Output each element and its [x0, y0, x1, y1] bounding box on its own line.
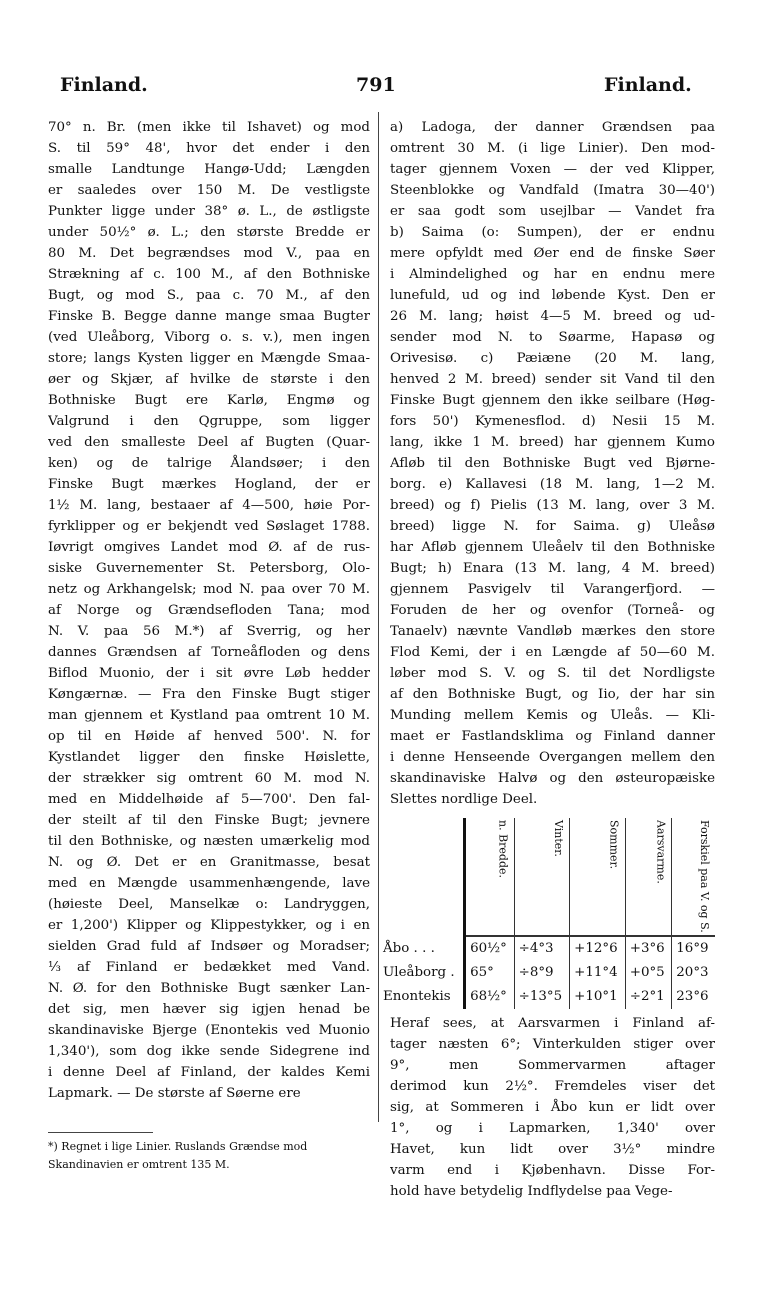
text-line: gjennem Pasvigelv til Varangerfjord. — [390, 582, 715, 597]
text-line: Iøvrigt omgives Landet mod Ø. af de rus- [48, 540, 370, 555]
text-line: Tanaelv) nævnte Vandløb mærkes den store [390, 624, 715, 639]
text-line: skandinaviske Halvø og den østeuropæiske [390, 771, 715, 786]
text-line: der strækker sig omtrent 60 M. mod N. [48, 771, 370, 786]
text-line: netz og Arkhangelsk; mod N. paa over 70 M. [48, 582, 370, 597]
column-header: Forskiel paa V. og S. [672, 818, 715, 936]
text-line: (ved Uleåborg, Viborg o. s. v.), men ingen [48, 330, 370, 345]
text-line: Heraf sees, at Aarsvarmen i Finland af- [390, 1015, 715, 1031]
text-line: i denne Deel af Finland, der kaldes Kemi [48, 1065, 370, 1080]
text-line: 9°, men Sommervarmen aftager [390, 1057, 715, 1073]
text-line: mere opfyldt med Øer end de finske Søer [390, 246, 715, 261]
text-line: af den Bothniske Bugt, og Iio, der har sin [390, 687, 715, 702]
text-line: fors 50') Kymenesflod. d) Nesii 15 M. [390, 414, 715, 429]
table-cell: 68½° [465, 985, 514, 1009]
text-line: Strækning af c. 100 M., af den Bothniske [48, 267, 370, 282]
text-line: breed) og f) Pielis (13 M. lang, over 3 M. [390, 498, 715, 513]
text-line: Afløb til den Bothniske Bugt ved Bjørne- [390, 456, 715, 471]
row-label: Åbo . . . [383, 940, 435, 956]
text-line: varm end i Kjøbenhavn. Disse For- [390, 1162, 715, 1178]
text-line: Finske Bugt gjennem den ikke seilbare (Høg- [390, 393, 715, 408]
text-line: Finske Bugt mærkes Hogland, der er [48, 477, 370, 492]
text-line: b) Saima (o: Sumpen), der er endnu [390, 225, 715, 240]
table-cell: 23°6 [672, 985, 715, 1009]
text-line: sender mod N. to Søarme, Hapasø og [390, 330, 715, 345]
table-cell: ÷13°5 [514, 985, 570, 1009]
table-cell: ÷8°9 [514, 961, 570, 985]
table-row [383, 961, 715, 985]
running-head-right: Finland. [604, 74, 692, 96]
right-column-bottom [390, 1013, 715, 1202]
text-line: er saa godt som usejlbar — Vandet fra [390, 204, 715, 219]
text-line: Slettes nordlige Deel. [390, 792, 538, 807]
table-cell: +0°5 [625, 961, 672, 985]
text-line: til den Bothniske, og næsten umærkelig mod [48, 834, 370, 849]
text-line: Punkter ligge under 38° ø. L., de østligste [48, 204, 370, 219]
text-line: hold have betydelig Indflydelse paa Vege- [390, 1183, 673, 1199]
footnote-line: Skandinavien er omtrent 135 M. [48, 1158, 230, 1171]
footnote [48, 1138, 370, 1174]
table-cell: 16°9 [672, 936, 715, 961]
text-line: med en Mængde usammenhængende, lave [48, 876, 370, 891]
text-line: øer og Skjær, af hvilke de største i den [48, 372, 370, 387]
text-line: Bugt; h) Enara (13 M. lang, 4 M. breed) [390, 561, 715, 576]
text-line: N. V. paa 56 M.*) af Sverrig, og her [48, 624, 370, 639]
table-cell: 65° [465, 961, 514, 985]
right-column-top [390, 117, 715, 810]
text-line: derimod kun 2½°. Fremdeles viser det [390, 1078, 715, 1094]
text-line: N. Ø. for den Bothniske Bugt sænker Lan- [48, 981, 370, 996]
text-line: smalle Landtunge Hangø-Udd; Længden [48, 162, 370, 177]
text-line: ken) og de talrige Ålandsøer; i den [48, 456, 370, 471]
right-column [383, 117, 715, 1202]
text-line: lang, ikke 1 M. breed) har gjennem Kumo [390, 435, 715, 450]
left-column [48, 117, 370, 1104]
text-line: 1°, og i Lapmarken, 1,340' over [390, 1120, 715, 1136]
text-line: af Norge og Grændsefloden Tana; mod [48, 603, 370, 618]
table-cell: 60½° [465, 936, 514, 961]
text-line: 80 M. Det begrændses mod V., paa en [48, 246, 370, 261]
table-cell: +12°6 [570, 936, 626, 961]
text-line: der steilt af til den Finske Bugt; jevnere [48, 813, 370, 828]
table-corner [383, 818, 465, 936]
footnote-rule [48, 1132, 153, 1133]
text-line: omtrent 30 M. (i lige Linier). Den mod- [390, 141, 715, 156]
text-line: Foruden de her og ovenfor (Torneå- og [390, 603, 715, 618]
text-line: 26 M. lang; høist 4—5 M. breed og ud- [390, 309, 715, 324]
text-line: er 1,200') Klipper og Klippestykker, og i en [48, 918, 370, 933]
text-line: tager gjennem Voxen — der ved Klipper, [390, 162, 715, 177]
text-line: Kystlandet ligger den finske Høislette, [48, 750, 370, 765]
text-line: a) Ladoga, der danner Grændsen paa [390, 120, 715, 135]
text-line: Steenblokke og Vandfald (Imatra 30—40') [390, 183, 715, 198]
text-line: ⅓ af Finland er bedækket med Vand. [48, 960, 370, 975]
text-line: tager næsten 6°; Vinterkulden stiger over [390, 1036, 715, 1052]
column-header: Vinter. [514, 818, 570, 936]
text-line: skandinaviske Bjerge (Enontekis ved Muonio [48, 1023, 370, 1038]
text-line: er saaledes over 150 M. De vestligste [48, 183, 370, 198]
text-line: Valgrund i den Qgruppe, som ligger [48, 414, 370, 429]
climate-table [383, 818, 715, 1009]
text-line: op til en Høide af henved 500'. N. for [48, 729, 370, 744]
table-cell: ÷2°1 [625, 985, 672, 1009]
text-line: 1½ M. lang, bestaaer af 4—500, høie Por- [48, 498, 370, 513]
text-line: Finske B. Begge danne mange smaa Bugter [48, 309, 370, 324]
text-line: 70° n. Br. (men ikke til Ishavet) og mod [48, 120, 370, 135]
text-line: Køngærnæ. — Fra den Finske Bugt stiger [48, 687, 370, 702]
text-line: dannes Grændsen af Torneåfloden og dens [48, 645, 370, 660]
text-line: i Almindelighed og har en endnu mere [390, 267, 715, 282]
text-line: borg. e) Kallavesi (18 M. lang, 1—2 M. [390, 477, 715, 492]
text-line: har Afløb gjennem Uleåelv til den Bothniske [390, 540, 715, 555]
running-head-left: Finland. [60, 74, 148, 96]
table-row [383, 936, 715, 961]
text-line: maet er Fastlandsklima og Finland danner [390, 729, 715, 744]
text-line: 1,340'), som dog ikke sende Sidegrene ind [48, 1044, 370, 1059]
table-cell: +3°6 [625, 936, 672, 961]
column-divider [378, 112, 379, 1122]
table-cell: ÷4°3 [514, 936, 570, 961]
text-line: med en Middelhøide af 5—700'. Den fal- [48, 792, 370, 807]
text-line: Bugt, og mod S., paa c. 70 M., af den [48, 288, 370, 303]
row-label: Enontekis [383, 989, 451, 1005]
text-line: sielden Grad fuld af Indsøer og Moradser; [48, 939, 370, 954]
text-line: Munding mellem Kemis og Uleås. — Kli- [390, 708, 715, 723]
footnote-line: *) Regnet i lige Linier. Ruslands Grændse mod [48, 1140, 308, 1153]
text-line: (høieste Deel, Manselkæ o: Landryggen, [48, 897, 370, 912]
text-line: N. og Ø. Det er en Granitmasse, besat [48, 855, 370, 870]
text-line: breed) ligge N. for Saima. g) Uleåsø [390, 519, 715, 534]
table-cell: +11°4 [570, 961, 626, 985]
column-header: Aarsvarme. [625, 818, 672, 936]
text-line: store; langs Kysten ligger en Mængde Smaa- [48, 351, 370, 366]
text-line: Orivesisø. c) Pæiæne (20 M. lang, [390, 351, 715, 366]
table-row [383, 985, 715, 1009]
table-cell: +10°1 [570, 985, 626, 1009]
text-line: sig, at Sommeren i Åbo kun er lidt over [390, 1099, 715, 1115]
text-line: ved den smalleste Deel af Bugten (Quar- [48, 435, 370, 450]
column-header: Sommer. [570, 818, 626, 936]
text-line: fyrklipper og er bekjendt ved Søslaget 1788. [48, 519, 370, 534]
page-number: 791 [356, 74, 396, 96]
text-line: siske Guvernementer St. Petersborg, Olo- [48, 561, 370, 576]
text-line: Havet, kun lidt over 3½° mindre [390, 1141, 715, 1157]
text-line: under 50½° ø. L.; den største Bredde er [48, 225, 370, 240]
text-line: i denne Henseende Overgangen mellem den [390, 750, 715, 765]
text-line: det sig, men hæver sig igjen henad be [48, 1002, 370, 1017]
text-line: man gjennem et Kystland paa omtrent 10 M. [48, 708, 370, 723]
text-line: S. til 59° 48', hvor det ender i den [48, 141, 370, 156]
column-header: n. Bredde. [465, 818, 514, 936]
text-line: Bothniske Bugt ere Karlø, Engmø og [48, 393, 370, 408]
text-line: Lapmark. — De største af Søerne ere [48, 1086, 301, 1101]
text-line: henved 2 M. breed) sender sit Vand til den [390, 372, 715, 387]
text-line: lunefuld, ud og ind løbende Kyst. Den er [390, 288, 715, 303]
text-line: Flod Kemi, der i en Længde af 50—60 M. [390, 645, 715, 660]
row-label: Uleåborg . [383, 965, 455, 981]
text-line: løber mod S. V. og S. til det Nordligste [390, 666, 715, 681]
table-cell: 20°3 [672, 961, 715, 985]
text-line: Biflod Muonio, der i sit øvre Løb hedder [48, 666, 370, 681]
